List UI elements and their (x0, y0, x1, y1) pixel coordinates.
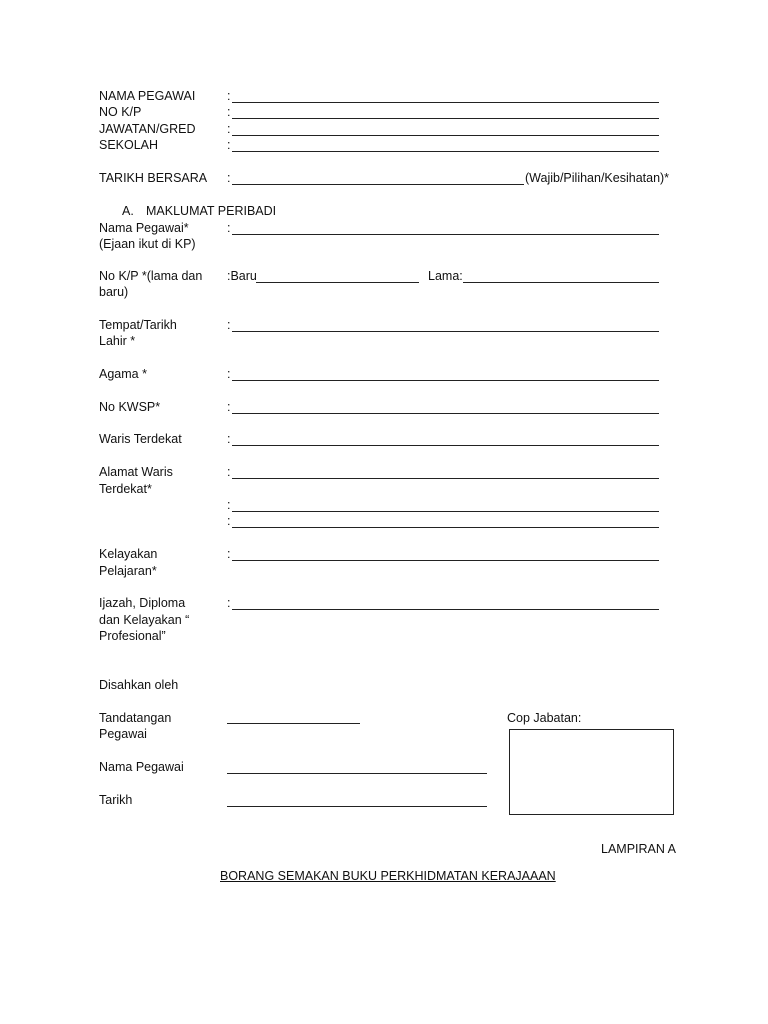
field-label-nama-pegawai: NAMA PEGAWAI (99, 89, 196, 103)
input-line-no-kp[interactable] (232, 118, 659, 119)
field-label-sekolah: SEKOLAH (99, 138, 159, 152)
colon: : (227, 318, 231, 332)
field-label-tempat-tarikh-lahir: Tempat/Tarikh (99, 318, 177, 332)
signature-line[interactable] (227, 723, 360, 724)
field-label-no-kp-personal-cont: baru) (99, 285, 129, 299)
field-note-ejaan: (Ejaan ikut di KP) (99, 237, 196, 251)
input-line-ijazah[interactable] (232, 609, 659, 610)
verified-by-label: Disahkan oleh (99, 678, 179, 692)
input-line-agama[interactable] (232, 380, 659, 381)
colon: : (227, 105, 231, 119)
colon: : (227, 514, 231, 528)
input-line-tarikh-bersara[interactable] (232, 184, 524, 185)
form-title: BORANG SEMAKAN BUKU PERKHIDMATAN KERAJAAAN (220, 869, 556, 883)
section-title: MAKLUMAT PERIBADI (146, 204, 277, 218)
colon: : (227, 89, 231, 103)
colon: : (227, 432, 231, 446)
input-line-sekolah[interactable] (232, 151, 659, 152)
colon: : (227, 122, 231, 136)
colon: : (227, 465, 231, 479)
input-line-tempat-tarikh-lahir[interactable] (232, 331, 659, 332)
field-label-alamat-waris-cont: Terdekat* (99, 482, 152, 496)
input-line-alamat-1[interactable] (232, 478, 659, 479)
officer-name-label: Nama Pegawai (99, 760, 184, 774)
field-label-kelayakan-pelajaran: Kelayakan (99, 547, 158, 561)
field-label-agama: Agama * (99, 367, 147, 381)
colon: : (227, 367, 231, 381)
field-label-kp-baru: :Baru (227, 269, 257, 283)
field-label-no-kp-personal: No K/P *(lama dan (99, 269, 203, 283)
date-label: Tarikh (99, 793, 133, 807)
input-line-nama-pegawai[interactable] (232, 102, 659, 103)
input-line-nama-personal[interactable] (232, 234, 659, 235)
colon: : (227, 400, 231, 414)
colon: : (227, 498, 231, 512)
field-label-kelayakan-pelajaran-cont: Pelajaran* (99, 564, 157, 578)
signature-label: Tandatangan (99, 711, 172, 725)
field-label-alamat-waris: Alamat Waris (99, 465, 173, 479)
input-line-jawatan-gred[interactable] (232, 135, 659, 136)
input-line-waris-terdekat[interactable] (232, 445, 659, 446)
field-label-nama-pegawai-personal: Nama Pegawai* (99, 221, 189, 235)
input-line-alamat-2[interactable] (232, 511, 659, 512)
retirement-type-options: (Wajib/Pilihan/Kesihatan)* (525, 171, 670, 185)
field-label-tarikh-bersara: TARIKH BERSARA (99, 171, 208, 185)
field-label-kp-lama: Lama: (428, 269, 463, 283)
field-label-tempat-tarikh-lahir-cont: Lahir * (99, 334, 136, 348)
field-label-ijazah-cont-2: Profesional” (99, 629, 166, 643)
input-line-kp-baru[interactable] (256, 282, 419, 283)
field-label-waris-terdekat: Waris Terdekat (99, 432, 182, 446)
signature-label-cont: Pegawai (99, 727, 147, 741)
input-line-kp-lama[interactable] (463, 282, 659, 283)
colon: : (227, 138, 231, 152)
officer-name-line[interactable] (227, 773, 487, 774)
colon: : (227, 596, 231, 610)
field-label-jawatan-gred: JAWATAN/GRED (99, 122, 196, 136)
field-label-ijazah: Ijazah, Diploma (99, 596, 186, 610)
field-label-no-kp: NO K/P (99, 105, 142, 119)
input-line-no-kwsp[interactable] (232, 413, 659, 414)
input-line-alamat-3[interactable] (232, 527, 659, 528)
field-label-ijazah-cont: dan Kelayakan “ (99, 613, 190, 627)
section-number: A. (122, 204, 134, 218)
colon: : (227, 171, 231, 185)
field-label-no-kwsp: No KWSP* (99, 400, 161, 414)
appendix-label: LAMPIRAN A (601, 842, 677, 856)
colon: : (227, 547, 231, 561)
colon: : (227, 221, 231, 235)
input-line-kelayakan-pelajaran[interactable] (232, 560, 659, 561)
stamp-box[interactable] (509, 729, 674, 815)
date-line[interactable] (227, 806, 487, 807)
stamp-label: Cop Jabatan: (507, 711, 582, 725)
